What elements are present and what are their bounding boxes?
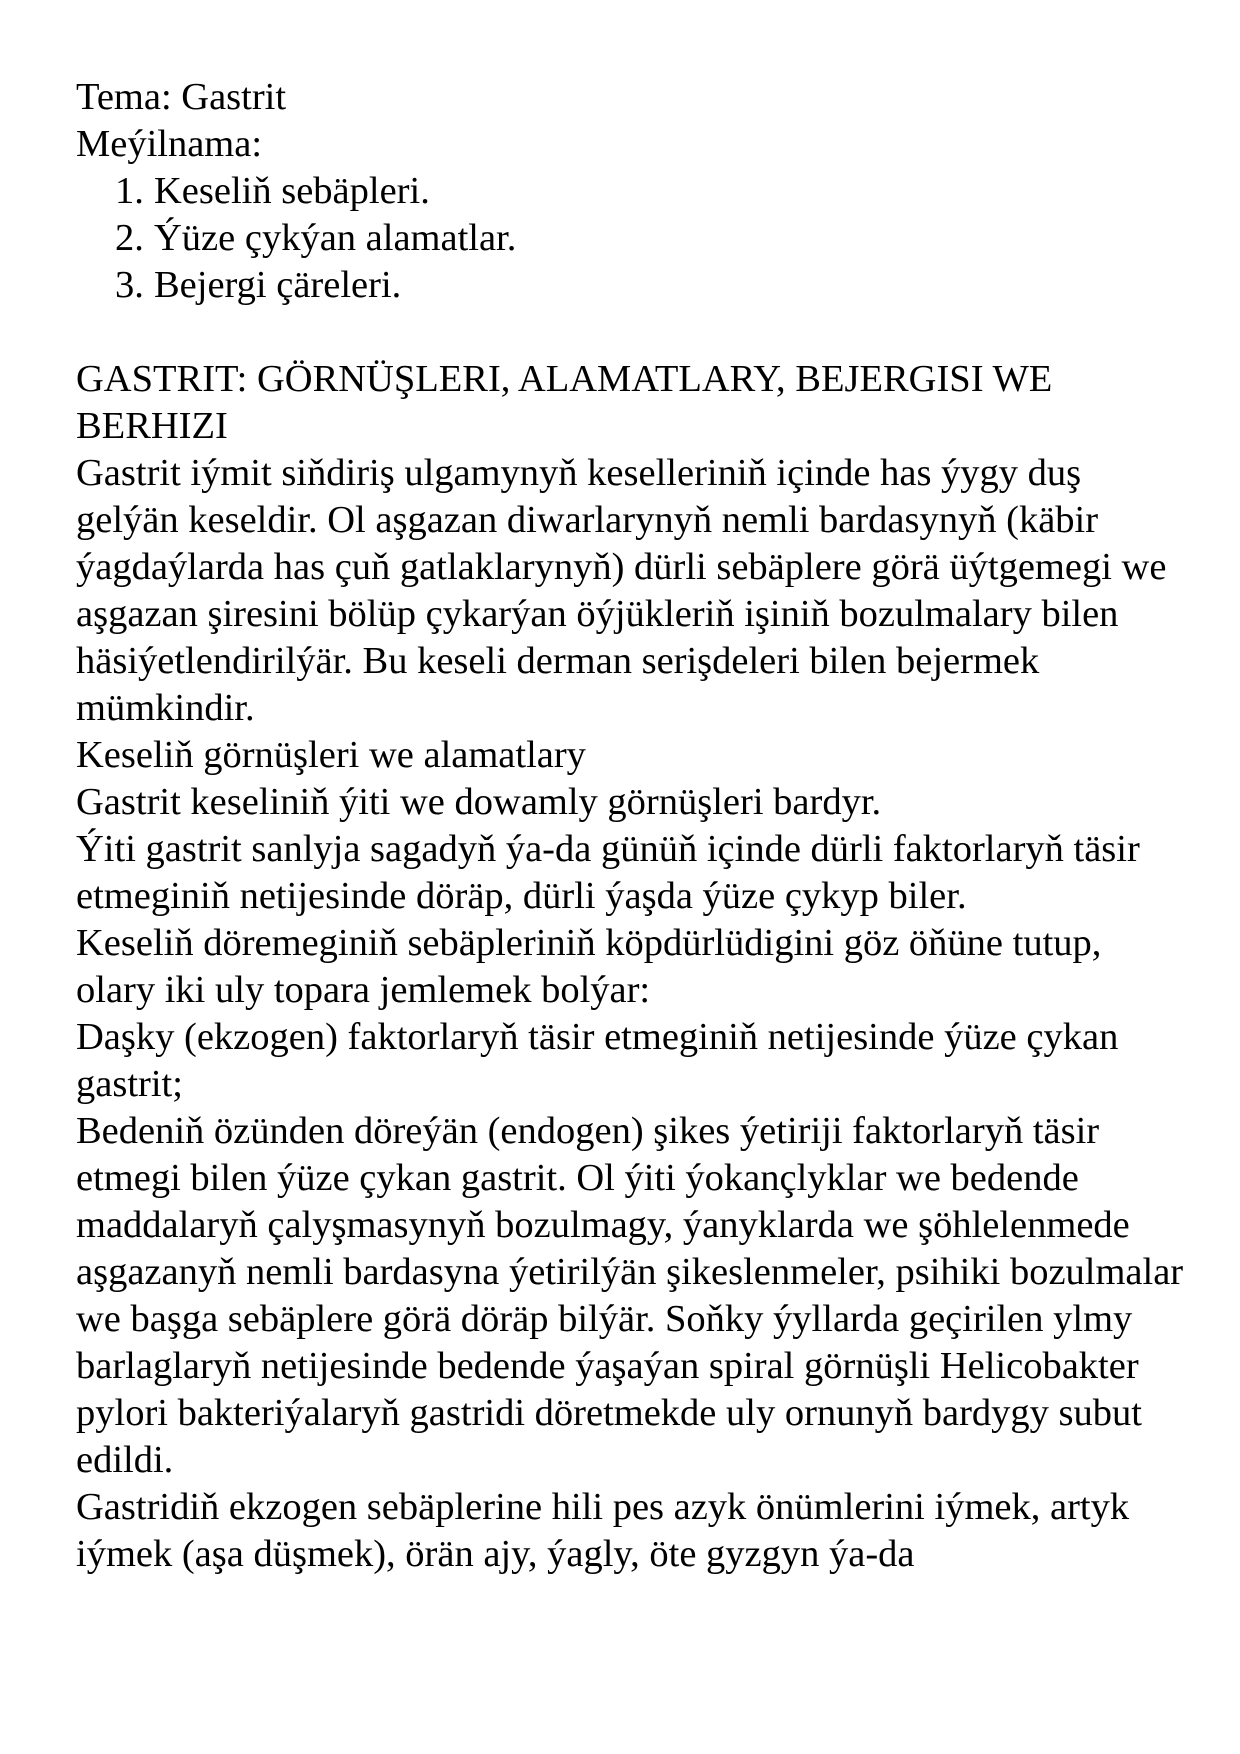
outline-item bbox=[76, 168, 1186, 215]
outline-item-text: Ýüze çykýan alamatlar. bbox=[154, 217, 517, 259]
paragraph: Ýiti gastrit sanlyja sagadyň ýa-da günüň içinde dürli faktorlaryň täsir etmeginiň netijesinde döräp, dürli ýaşda ýüze çykyp biler. bbox=[76, 828, 1140, 917]
outline-item-number: 3. bbox=[115, 264, 144, 306]
outline-item-text: Keseliň sebäpleri. bbox=[154, 170, 430, 212]
section-subheading: Keseliň görnüşleri we alamatlary bbox=[76, 734, 586, 776]
topic-line: Tema: Gastrit bbox=[76, 76, 287, 118]
blank-line bbox=[76, 309, 1186, 356]
paragraph: Gastridiň ekzogen sebäplerine hili pes azyk önümlerini iýmek, artyk iýmek (aşa düşmek), örän ajy, ýagly, öte gyzgyn ýa-da bbox=[76, 1486, 1130, 1575]
paragraph: Gastrit keseliniň ýiti we dowamly görnüşleri bardyr. bbox=[76, 781, 882, 823]
paragraph: Keseliň döremeginiň sebäpleriniň köpdürlüdigini göz öňüne tutup, olary iki uly topara jemlemek bolýar: bbox=[76, 922, 1102, 1011]
paragraph: Bedeniň özünden döreýän (endogen) şikes ýetiriji faktorlaryň täsir etmegi bilen ýüze çykan gastrit. Ol ýiti ýokançlyklar we bedende maddalaryň çalyşmasynyň bozulmagy, ýanyklarda we şöhlelenmede aşgazanyň nemli bardasyna ýetirilýän şikeslenmeler, psihiki bozulmalar we başga sebäplere görä döräp bilýär. Soňky ýyllarda geçirilen ylmy barlaglaryň netijesinde bedende ýaşaýan spiral görnüşli Helicobakter pylori bakteriýalaryň gastridi döretmekde uly ornunyň bardygy subut edildi. bbox=[76, 1110, 1184, 1481]
outline-list bbox=[76, 168, 1186, 309]
outline-item bbox=[76, 215, 1186, 262]
paragraph: Daşky (ekzogen) faktorlaryň täsir etmeginiň netijesinde ýüze çykan gastrit; bbox=[76, 1016, 1119, 1105]
outline-item-number: 2. bbox=[115, 217, 144, 259]
outline-item-text: Bejergi çäreleri. bbox=[154, 264, 402, 306]
article-heading: GASTRIT: GÖRNÜŞLERI, ALAMATLARY, BEJERGISI WE BERHIZI bbox=[76, 358, 1053, 447]
document-page bbox=[76, 74, 1186, 1578]
outline-item-number: 1. bbox=[115, 170, 144, 212]
paragraph: Gastrit iýmit siňdiriş ulgamynyň keselleriniň içinde has ýygy duş gelýän keseldir. Ol aşgazan diwarlarynyň nemli bardasynyň (käbir ýagdaýlarda has çuň gatlaklarynyň) dürli sebäplere görä üýtgemegi we aşgazan şiresini bölüp çykarýan öýjükleriň işiniň bozulmalary bilen häsiýetlendirilýär. Bu keseli derman serişdeleri bilen bejermek mümkindir. bbox=[76, 452, 1167, 729]
outline-item bbox=[76, 262, 1186, 309]
outline-label: Meýilnama: bbox=[76, 123, 263, 165]
